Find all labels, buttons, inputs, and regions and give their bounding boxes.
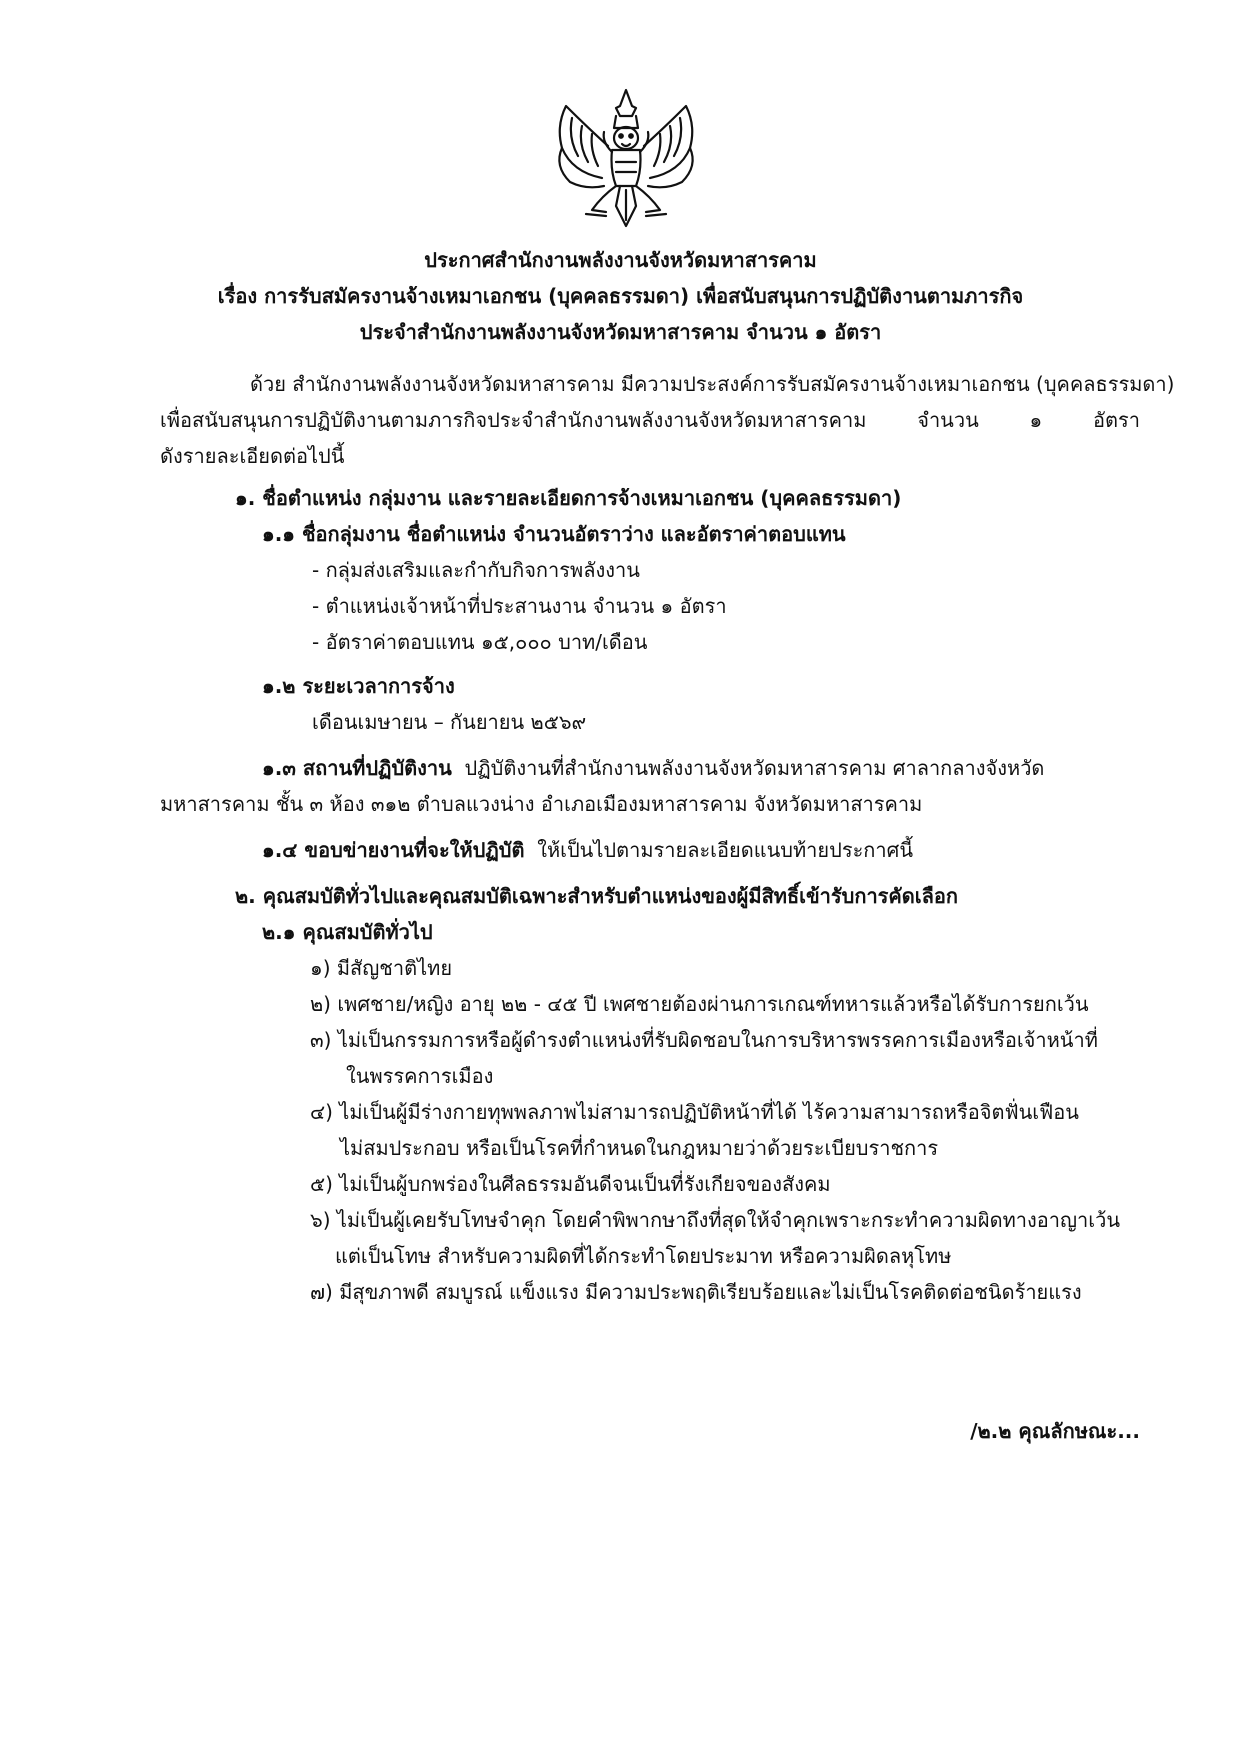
section-1-3-heading: ๑.๓ สถานที่ปฏิบัติงาน	[262, 756, 452, 780]
qualification-item-continued: ในพรรคการเมือง	[346, 1064, 494, 1088]
section-1-2-text: เดือนเมษายน – กันยายน ๒๕๖๙	[312, 710, 587, 734]
page-continuation: /๒.๒ คุณลักษณะ...	[970, 1419, 1140, 1443]
section-1-3-line1	[262, 754, 1044, 782]
garuda-emblem	[546, 86, 706, 234]
intro-line-1: ด้วย สำนักงานพลังงานจังหวัดมหาสารคาม มีความประสงค์การรับสมัครงานจ้างเหมาเอกชน (บุคคลธรรมดา)	[250, 372, 1175, 396]
qualification-item-continued: ไม่สมประกอบ หรือเป็นโรคที่กำหนดในกฎหมายว่าด้วยระเบียบราชการ	[340, 1136, 939, 1160]
section-1-4-text: ให้เป็นไปตามรายละเอียดแนบท้ายประกาศนี้	[537, 838, 914, 862]
section-1-1-heading: ๑.๑ ชื่อกลุ่มงาน ชื่อตำแหน่ง จำนวนอัตราว่าง และอัตราค่าตอบแทน	[262, 522, 846, 546]
section-1-1-item: - อัตราค่าตอบแทน ๑๕,๐๐๐ บาท/เดือน	[312, 630, 648, 654]
section-1-1-item: - ตำแหน่งเจ้าหน้าที่ประสานงาน จำนวน ๑ อัตรา	[312, 594, 727, 618]
announcement-subject-line1: เรื่อง การรับสมัครงานจ้างเหมาเอกชน (บุคคลธรรมดา) เพื่อสนับสนุนการปฏิบัติงานตามภารกิจ	[217, 284, 1024, 308]
section-1-4-heading: ๑.๔ ขอบข่ายงานที่จะให้ปฏิบัติ	[262, 838, 525, 862]
qualification-item: ๕) ไม่เป็นผู้บกพร่องในศีลธรรมอันดีจนเป็นที่รังเกียจของสังคม	[310, 1172, 831, 1196]
announcement-title: ประกาศสำนักงานพลังงานจังหวัดมหาสารคาม	[424, 248, 817, 272]
section-1-2-heading: ๑.๒ ระยะเวลาการจ้าง	[262, 674, 455, 698]
section-2-1-heading: ๒.๑ คุณสมบัติทั่วไป	[262, 920, 433, 944]
qualification-item-continued: แต่เป็นโทษ สำหรับความผิดที่ได้กระทำโดยประมาท หรือความผิดลหุโทษ	[335, 1244, 952, 1268]
section-1-3-line2: มหาสารคาม ชั้น ๓ ห้อง ๓๑๒ ตำบลแวงน่าง อำเภอเมืองมหาสารคาม จังหวัดมหาสารคาม	[160, 792, 923, 816]
section-1-3-text: ปฏิบัติงานที่สำนักงานพลังงานจังหวัดมหาสารคาม ศาลากลางจังหวัด	[464, 756, 1045, 780]
qualification-item: ๗) มีสุขภาพดี สมบูรณ์ แข็งแรง มีความประพฤติเรียบร้อยและไม่เป็นโรคติดต่อชนิดร้ายแรง	[310, 1280, 1082, 1304]
announcement-subject-line2: ประจำสำนักงานพลังงานจังหวัดมหาสารคาม จำนวน ๑ อัตรา	[359, 320, 882, 344]
section-2-heading: ๒. คุณสมบัติทั่วไปและคุณสมบัติเฉพาะสำหรับตำแหน่งของผู้มีสิทธิ์เข้ารับการคัดเลือก	[235, 884, 959, 908]
qualification-item: ๔) ไม่เป็นผู้มีร่างกายทุพพลภาพไม่สามารถปฏิบัติหน้าที่ได้ ไร้ความสามารถหรือจิตฟั่นเฟือน	[310, 1100, 1079, 1124]
qualification-item: ๓) ไม่เป็นกรรมการหรือผู้ดำรงตำแหน่งที่รับผิดชอบในการบริหารพรรคการเมืองหรือเจ้าหน้าที่	[310, 1028, 1098, 1052]
qualification-item: ๑) มีสัญชาติไทย	[310, 956, 453, 980]
section-1-4-line	[262, 836, 913, 864]
section-1-1-item: - กลุ่มส่งเสริมและกำกับกิจการพลังงาน	[312, 558, 640, 582]
qualification-item: ๒) เพศชาย/หญิง อายุ ๒๒ - ๔๕ ปี เพศชายต้องผ่านการเกณฑ์ทหารแล้วหรือได้รับการยกเว้น	[310, 992, 1089, 1016]
qualification-item: ๖) ไม่เป็นผู้เคยรับโทษจำคุก โดยคำพิพากษาถึงที่สุดให้จำคุกเพราะกระทำความผิดทางอาญาเว้น	[310, 1208, 1121, 1232]
intro-line-2: เพื่อสนับสนุนการปฏิบัติงานตามภารกิจประจำสำนักงานพลังงานจังหวัดมหาสารคาม จำนวน ๑ อัตรา	[160, 408, 1140, 432]
intro-line-3: ดังรายละเอียดต่อไปนี้	[160, 444, 345, 468]
section-1-heading: ๑. ชื่อตำแหน่ง กลุ่มงาน และรายละเอียดการจ้างเหมาเอกชน (บุคคลธรรมดา)	[235, 486, 902, 510]
